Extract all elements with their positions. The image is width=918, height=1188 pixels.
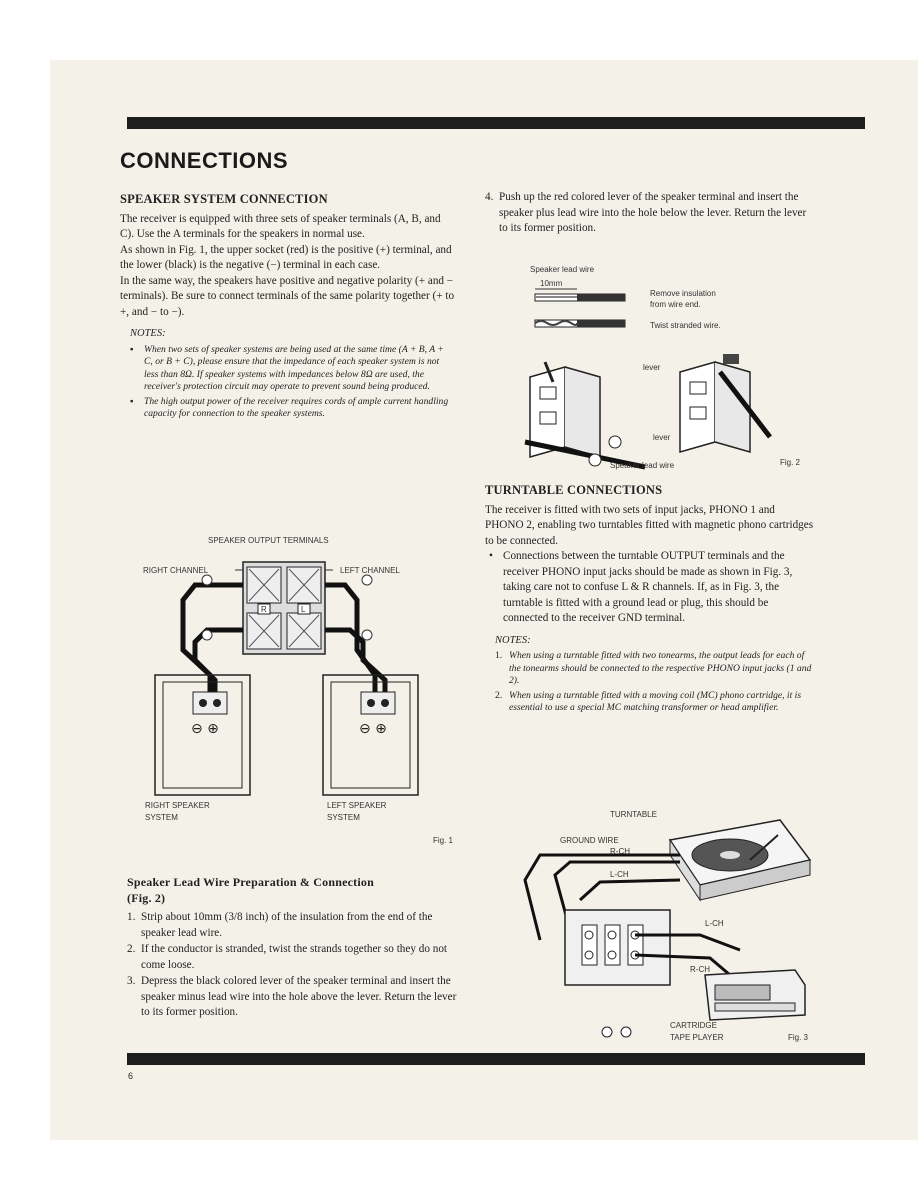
fig1-left-channel: LEFT CHANNEL: [340, 566, 400, 575]
fig2-caption: Fig. 2: [780, 458, 801, 467]
turntable-heading: TURNTABLE CONNECTIONS: [485, 483, 663, 497]
fig2-remove-label: Remove insulation: [650, 289, 716, 298]
step-text: Strip about 10mm (3/8 inch) of the insulation from the end of the speaker lead wire.: [141, 911, 433, 939]
fig2-twist-label: Twist stranded wire.: [650, 321, 721, 330]
fig2-lever-top-label: lever: [643, 363, 661, 372]
paragraph: The receiver is fitted with two sets of input jacks, PHONO 1 and PHONO 2, enabling two turntables fitted with magnetic phono cartridges to be connected.: [485, 503, 814, 547]
note-text: When using a turntable fitted with two tonearms, the output leads for each of the tonearms should be connected to the respective PHONO input jacks (1 and 2).: [509, 650, 812, 687]
step-item: [127, 910, 462, 941]
step-item: [127, 942, 462, 973]
figure-1-speaker-terminals: [135, 530, 465, 850]
fig1-right-channel: RIGHT CHANNEL: [143, 566, 209, 575]
fig3-rch-label: R-CH: [610, 847, 630, 856]
fig3-lch-label: L-CH: [610, 870, 629, 879]
fig1-caption: Fig. 1: [433, 836, 454, 845]
note-number: 2.: [495, 689, 503, 701]
fig3-tape-label: TAPE PLAYER: [670, 1033, 724, 1042]
terminal-drawing-2: [680, 354, 770, 452]
fig2-10mm-label: 10mm: [540, 279, 563, 288]
fig1-title: SPEAKER OUTPUT TERMINALS: [208, 536, 329, 545]
left-column: [120, 192, 455, 423]
fig3-lch2-label: L-CH: [705, 919, 724, 928]
paragraph: As shown in Fig. 1, the upper socket (red) is the positive (+) terminal, and the lower (black) is the negative (−) terminal in each case.: [120, 243, 452, 271]
terminal-block: [243, 562, 325, 654]
notes-title: NOTES:: [495, 634, 531, 646]
paragraph: The receiver is equipped with three sets of speaker terminals (A, B, and C). Use the A terminals for the speakers in normal use.: [120, 212, 441, 240]
speaker-connection-heading: SPEAKER SYSTEM CONNECTION: [120, 192, 328, 206]
lead-wire-steps: [127, 910, 462, 1021]
notes-list: [485, 650, 815, 715]
lead-wire-heading: Speaker Lead Wire Preparation & Connection: [127, 875, 374, 889]
bottom-rule: [127, 1053, 865, 1065]
step-text: If the conductor is stranded, twist the strands together so they do not come loose.: [141, 943, 448, 971]
turntable-drawing: [670, 820, 810, 900]
note-text: When using a turntable fitted with a moving coil (MC) phono cartridge, it is essential to use a special MC matching transformer or head amplifier.: [509, 689, 802, 714]
fig2-speaker-lead-label: Speaker lead wire: [610, 461, 675, 470]
step-4: [485, 190, 815, 237]
fig3-turntable-label: TURNTABLE: [610, 810, 657, 819]
figure-2-lead-wire: [505, 262, 815, 474]
step-number: 3.: [127, 975, 136, 987]
fig2-lever-bottom-label: lever: [653, 433, 671, 442]
figure-3-turntable: [510, 800, 820, 1045]
fig2-lead-wire-label: Speaker lead wire: [530, 265, 595, 274]
fig3-rch2-label: R-CH: [690, 965, 710, 974]
fig1-left-speaker-label: LEFT SPEAKER: [327, 801, 387, 810]
right-speaker-box: [155, 675, 250, 795]
lead-wire-section: [127, 875, 462, 1022]
step-text: Depress the black colored lever of the speaker terminal and insert the speaker minus lead wire into the hole above the lever. Return the lever to its former position.: [141, 975, 457, 1018]
terminal-drawing-1: [525, 362, 645, 467]
fig1-l-label: L: [301, 605, 306, 614]
notes-list: [120, 344, 455, 422]
svg-text:⊖ ⊕: ⊖ ⊕: [359, 721, 387, 737]
page-number: 6: [128, 1071, 134, 1081]
fig1-left-speaker-label-2: SYSTEM: [327, 813, 360, 822]
lead-wire-heading-2: (Fig. 2): [127, 890, 166, 905]
note-number: 1.: [495, 650, 503, 661]
notes-title: NOTES:: [130, 328, 166, 339]
step-item: [127, 974, 462, 1021]
note-item: ▪ The high output power of the receiver requires cords of ample current handling capacity for connection to the speaker systems.: [130, 396, 455, 421]
note-item: [495, 690, 815, 715]
fig1-right-speaker-label: RIGHT SPEAKER: [145, 801, 210, 810]
step-number: 2.: [127, 943, 136, 955]
left-speaker-box: [323, 675, 418, 795]
fig1-right-speaker-label-2: SYSTEM: [145, 813, 178, 822]
right-column: [485, 190, 815, 238]
step-number: 4.: [485, 191, 494, 203]
step-item: [485, 190, 815, 237]
tape-player-drawing: [705, 970, 805, 1020]
page-title: CONNECTIONS: [120, 148, 289, 173]
fig2-remove-label-2: from wire end.: [650, 300, 701, 309]
fig3-ground-label: GROUND WIRE: [560, 836, 619, 845]
note-item: [495, 650, 815, 688]
fig3-caption: Fig. 3: [788, 1033, 809, 1042]
bullet-paragraph: • Connections between the turntable OUTPUT terminals and the receiver PHONO input jacks should be made as shown in Fig. 3, taking care not to confuse L & R channels. If, as in Fig. 3, the turntable is fitted with a ground lead or plug, this should be connected to the receiver GND terminal.: [485, 549, 815, 627]
fig1-r-label: R: [261, 605, 267, 614]
fig3-cartridge-label: CARTRIDGE: [670, 1021, 717, 1030]
turntable-section: [485, 483, 815, 717]
svg-text:⊖ ⊕: ⊖ ⊕: [191, 721, 219, 737]
note-item: ▪ When two sets of speaker systems are being used at the same time (A + B, A + C, or B + C), please ensure that the impedance of each speaker system is not less than 8Ω. If speaker systems with impedances below 8Ω are used, the receiver's protection circuit may operate to prevent sound being produced.: [130, 344, 455, 394]
step-text: Push up the red colored lever of the speaker terminal and insert the speaker plus lead wire into the hole below the lever. Return the lever to its former position.: [499, 191, 807, 234]
receiver-panel: [565, 910, 670, 985]
paragraph: In the same way, the speakers have positive and negative polarity (+ and − terminals). Be sure to connect terminals of the same polarity together (+ to +, and − to −).: [120, 274, 455, 318]
top-rule: [127, 117, 865, 129]
step-number: 1.: [127, 911, 136, 923]
